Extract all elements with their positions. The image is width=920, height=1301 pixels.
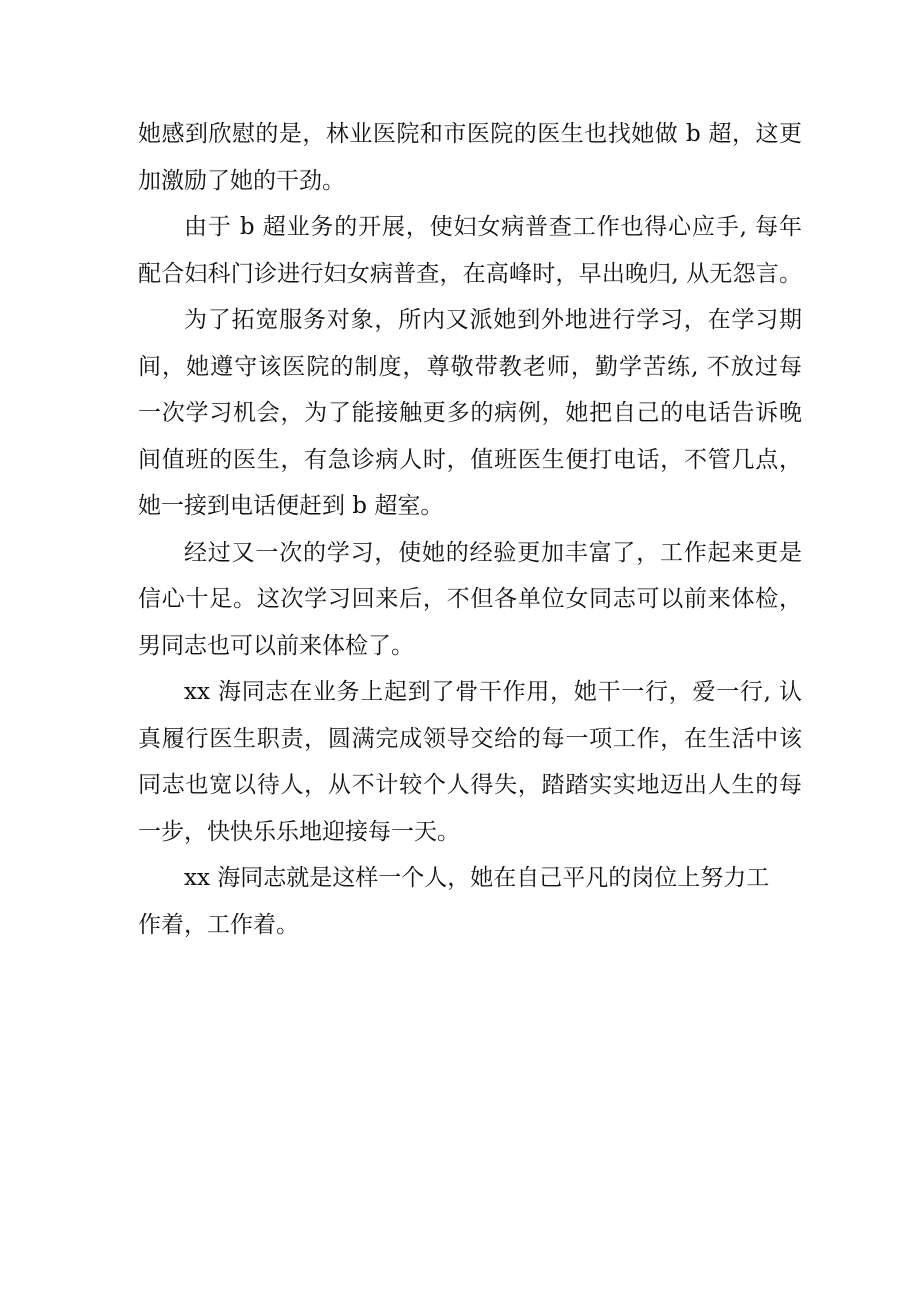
- paragraph-line: 间值班的医生，有急诊病人时，值班医生便打电话，不管几点，: [138, 446, 802, 473]
- paragraph-line: 加激励了她的干劲。: [138, 167, 345, 194]
- paragraph-line: 经过又一次的学习，使她的经验更加丰富了，工作起来更是: [184, 539, 802, 566]
- paragraph-line: 一次学习机会，为了能接触更多的病例，她把自己的电话告诉晚: [138, 400, 802, 426]
- paragraph-line: 她感到欣慰的是，林业医院和市医院的医生也找她做 b 超，这更: [138, 121, 802, 147]
- paragraph-line: 作着，工作着。: [138, 911, 299, 938]
- paragraph-line: 为了拓宽服务对象，所内又派她到外地进行学习，在学习期: [184, 307, 802, 333]
- paragraph-line: 真履行医生职责，圆满完成领导交给的每一项工作，在生活中该: [138, 725, 802, 752]
- paragraph-line: 同志也宽以待人，从不计较个人得失，踏踏实实地迈出人生的每: [138, 772, 802, 798]
- paragraph-2: [138, 204, 802, 297]
- document-body: [138, 111, 802, 948]
- paragraph-3: [138, 297, 802, 530]
- paragraph-line: 信心十足。这次学习回来后，不但各单位女同志可以前来体检，: [138, 586, 802, 612]
- paragraph-1: [138, 111, 802, 204]
- paragraph-line: 男同志也可以前来体检了。: [138, 632, 414, 659]
- paragraph-line: 由于 b 超业务的开展，使妇女病普查工作也得心应手, 每年: [184, 214, 802, 240]
- paragraph-line: 配合妇科门诊进行妇女病普查，在高峰时，早出晚归, 从无怨言。: [138, 260, 802, 287]
- paragraph-4: [138, 530, 802, 670]
- paragraph-line: xx 海同志就是这样一个人，她在自己平凡的岗位上努力工: [184, 865, 770, 891]
- paragraph-line: 她一接到电话便赶到 b 超室。: [138, 493, 444, 519]
- paragraph-line: 间，她遵守该医院的制度，尊敬带教老师，勤学苦练, 不放过每: [138, 353, 802, 380]
- paragraph-line: 一步，快快乐乐地迎接每一天。: [138, 818, 460, 845]
- paragraph-5: [138, 669, 802, 855]
- paragraph-6: [138, 855, 802, 948]
- paragraph-line: xx 海同志在业务上起到了骨干作用，她干一行，爱一行, 认: [184, 679, 802, 705]
